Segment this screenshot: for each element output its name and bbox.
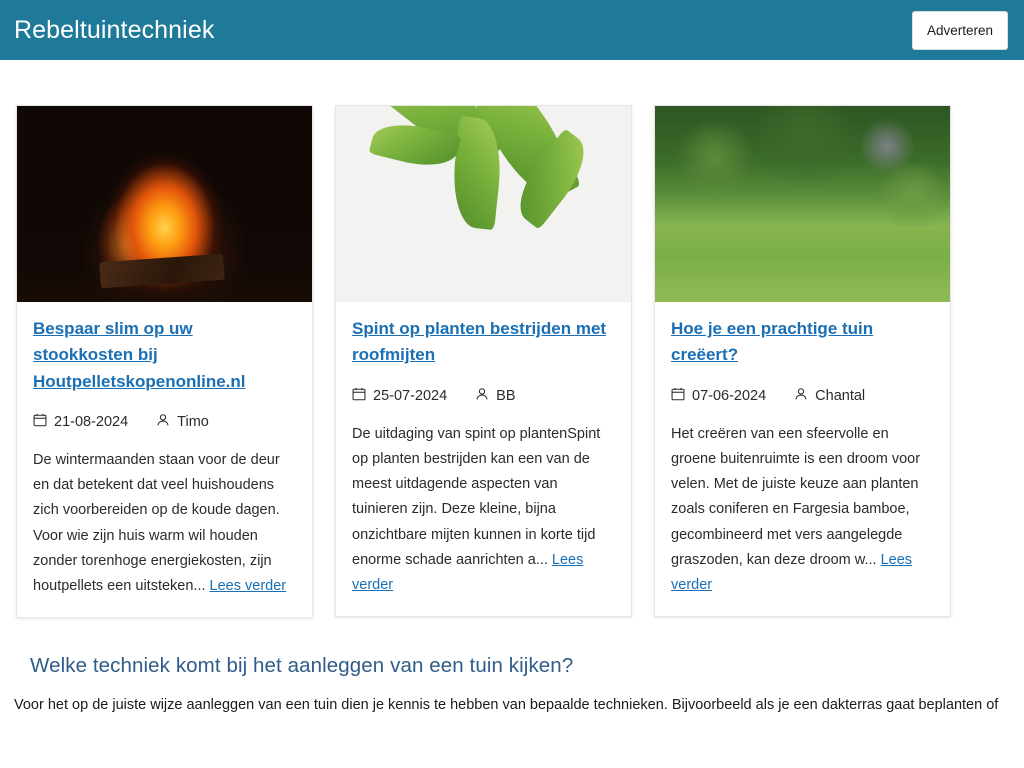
article-card[interactable]	[16, 105, 313, 618]
article-title-link[interactable]: Hoe je een prachtige tuin creëert?	[671, 319, 874, 365]
calendar-icon	[352, 387, 366, 405]
user-icon	[156, 413, 170, 431]
article-card-list	[0, 60, 1024, 618]
read-more-link[interactable]: Lees verder	[352, 551, 584, 593]
card-body	[655, 302, 950, 616]
card-body	[336, 302, 631, 616]
card-body	[17, 302, 312, 617]
section-paragraph: Voor het op de juiste wijze aanleggen van een tuin dien je kennis te hebben van bepaalde technieken. Bijvoorbeeld als je een dakterras gaat beplanten of	[14, 697, 999, 714]
article-title-link[interactable]: Spint op planten bestrijden met roofmijten	[352, 319, 607, 365]
article-meta	[352, 387, 615, 405]
article-date: 25-07-2024	[373, 387, 448, 404]
user-icon	[475, 387, 489, 405]
article-title-link[interactable]: Bespaar slim op uw stookkosten bij Houtpelletskopenonline.nl	[33, 319, 246, 391]
site-title: Rebeltuintechniek	[14, 15, 215, 44]
fireplace-photo	[17, 106, 312, 302]
article-excerpt	[352, 422, 615, 599]
article-meta	[33, 413, 296, 431]
green-leaves-photo	[336, 106, 631, 302]
read-more-link[interactable]: Lees verder	[209, 578, 287, 595]
read-more-link[interactable]: Lees verder	[671, 551, 913, 593]
user-icon	[794, 387, 808, 405]
excerpt-text: De wintermaanden staan voor de deur en dat betekent dat veel huishoudens zich voorbereiden op de koude dagen. Voor wie zijn huis warm wil houden zonder torenhoge energiekosten, zijn houtpellets een uitsteken...	[33, 452, 280, 595]
article-date: 07-06-2024	[692, 387, 767, 404]
article-card[interactable]	[654, 105, 951, 617]
intro-section	[0, 618, 1024, 717]
article-excerpt	[33, 448, 296, 599]
article-excerpt	[671, 422, 934, 599]
article-author: Chantal	[815, 387, 866, 404]
article-date: 21-08-2024	[54, 414, 129, 431]
article-card[interactable]	[335, 105, 632, 617]
site-header	[0, 0, 1024, 60]
advertise-button[interactable]: Adverteren	[912, 11, 1008, 50]
calendar-icon	[33, 413, 47, 431]
section-heading: Welke techniek komt bij het aanleggen van een tuin kijken?	[30, 654, 574, 678]
garden-photo	[655, 106, 950, 302]
article-author: BB	[496, 387, 516, 404]
excerpt-text: De uitdaging van spint op plantenSpint op planten bestrijden kan een van de meest uitdagende aspecten van tuinieren zijn. Deze kleine, bijna onzichtbare mijten kunnen in korte tijd enorme schade aanrichten a...	[352, 425, 601, 568]
article-author: Timo	[177, 414, 209, 431]
excerpt-text: Het creëren van een sfeervolle en groene buitenruimte is een droom voor velen. Met de juiste keuze aan planten zoals coniferen en Fargesia bamboe, gecombineerd met vers aangelegde graszoden, kan deze droom w...	[671, 425, 921, 568]
article-meta	[671, 387, 934, 405]
calendar-icon	[671, 387, 685, 405]
